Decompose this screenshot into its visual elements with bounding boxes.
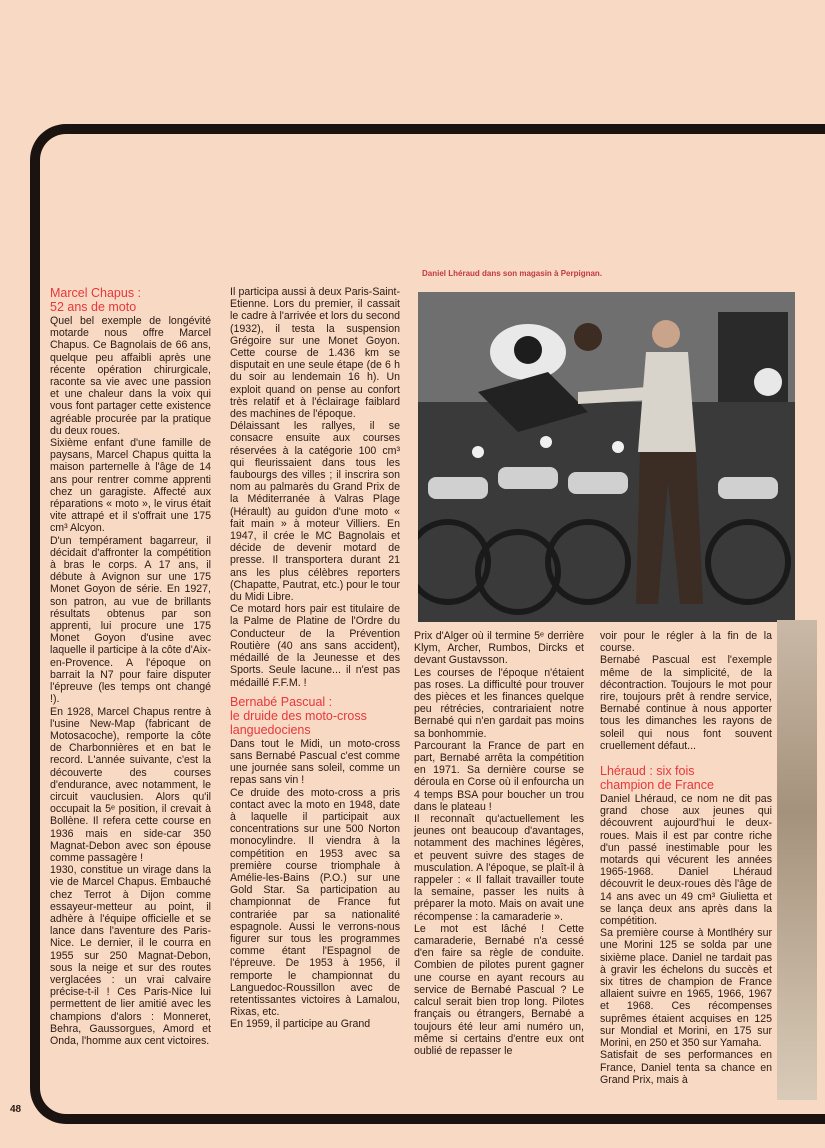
paragraph: Satisfait de ses performances en France, Daniel tenta sa chance en Grand Prix, mais à [600, 1049, 772, 1086]
paragraph: Délaissant les rallyes, il se consacre ensuite aux courses réservées à la catégorie 100 cm³ qui fleurissaient dans tous les faubourgs des villes ; il inscrira son nom au palmarès du Grand Prix de la Méditerranée à Valras Plage (Hérault) au guidon d'une moto « fait main » à moteur Villiers. En 1947, il crée le MC Bagnolais et décide de devenir motard de presse. Il transportera durant 21 ans les plus célèbres reporters (Chapatte, Pautrat, etc.) pour le tour du Midi Libre. [230, 420, 400, 604]
column-4 [600, 630, 772, 1086]
paragraph: En 1928, Marcel Chapus rentre à l'usine New-Map (fabricant de Motosacoche), remporte la côte de Charbonnières et en bat le record. L'année suivante, c'est la découverte des courses d'endurance, avec notamment, le circuit vauclusien. Alors qu'il occupait la 5ᵉ position, il crevait à Bollène. Il refera cette course en 1936 mais en side-car 350 Magnat-Debon avec son épouse comme passagère ! [50, 705, 211, 864]
paragraph: Le mot est lâché ! Cette camaraderie, Bernabé n'a cessé d'en faire sa règle de conduite. Combien de pilotes purent gagner une course en ayant recours au service de Bernabé Pascual ? Le calcul serait bien trop long. Pilotes français ou étrangers, Bernabé a toujours été leur ami numéro un, même si certains d'entre eux ont oublié de repasser le [414, 922, 584, 1057]
paragraph: Daniel Lhéraud, ce nom ne dit pas grand chose aux jeunes qui découvrent aujourd'hui le deux-roues. Mais il est par contre riche d'un passé inestimable pour les motards qui vécurent les années 1965-1968. Daniel Lhéraud découvrit le deux-roues dès l'âge de 14 ans avec un 49 cm³ Giulietta et se lança deux ans après dans la compétition. [600, 793, 772, 928]
heading-pascual: Bernabé Pascual : le druide des moto-cross languedociens [230, 694, 367, 737]
paragraph: 1930, constitue un virage dans la vie de Marcel Chapus. Embauché chez Terrot à Dijon comme essayeur-metteur au point, il adhère à l'équipe officielle et se lance dans l'aventure des Paris-Nice. Le dernier, il le courra en 1955 sur 250 Magnat-Debon, sous la neige et sur des routes verglacées : un vrai calvaire précise-t-il ! Ces Paris-Nice lui permettent de lier amitié avec les champions d'alors : Monneret, Behra, Gaussorgues, Amord et Onda, l'homme aux cent victoires. [50, 864, 211, 1047]
paragraph: Parcourant la France de part en part, Bernabé arrêta la compétition en 1971. Sa dernière course se déroula en Corse où il enfourcha un 4 temps BSA pour boucher un trou dans le plateau ! [414, 739, 584, 813]
paragraph: Ce motard hors pair est titulaire de la Palme de Platine de l'Ordre du Conducteur de la Prévention Routière (40 ans sans accident), médaillé de la Jeunesse et des Sports. Seule lacune... il n'est pas médaillé F.F.M. ! [230, 603, 400, 689]
paragraph: Prix d'Alger où il termine 5ᵉ derrière Klym, Archer, Rumbos, Dircks et devant Gustavsson. [414, 630, 584, 667]
column-1 [50, 286, 211, 1047]
photo-shop [418, 292, 795, 622]
paragraph: Bernabé Pascual est l'exemple même de la simplicité, de la décontraction. Toujours le mot pour rire, toujours prêt à rendre service, Bernabé continue à nous apporter tous les dimanches les rayons de soleil qui nous font souvent cruellement défaut... [600, 654, 772, 752]
paragraph: Les courses de l'époque n'étaient pas roses. La difficulté pour trouver des pièces et les finances quelque peu rétrécies, contrariaient notre Bernabé qui n'en gardait pas moins sa bonhommie. [414, 666, 584, 740]
column-3 [414, 630, 584, 1057]
paragraph: Sixième enfant d'une famille de paysans, Marcel Chapus quitta la maison parternelle à l'âge de 14 ans pour rentrer comme apprenti chez un garagiste. Affecté aux réparations « moto », le virus était vite attrapé et il s'offrait une 175 cm³ Alcyon. [50, 437, 211, 535]
paragraph: voir pour le régler à la fin de la course. [600, 630, 772, 655]
paragraph: Il participa aussi à deux Paris-Saint-Etienne. Lors du premier, il cassait le cadre à l'arrivée et lors du second (1932), il testa la suspension Grégoire sur une Monet Goyon. Cette course de 1.436 km se disputait en une seule étape (de 6 h du soir au lendemain 16 h). Un exploit quand on pense au confort très relatif et à l'éclairage faiblard des machines de l'époque. [230, 286, 400, 421]
page-number: 48 [10, 1104, 22, 1115]
paragraph: En 1959, il participe au Grand [230, 1018, 371, 1031]
paragraph: Ce druide des moto-cross a pris contact avec la moto en 1948, date à laquelle il participait aux concentrations sur une 500 Norton monocylindre. Il viendra à la compétition en 1953 avec sa première course triomphale à Amélie-les-Bains (P.O.) sur une Gold Star. Sa participation au championnat de France fut contrariée par sa nationalité espagnole. Aussi le verrons-nous figurer sur tous les programmes comme étant l'Espagnol de l'épreuve. De 1953 à 1956, il remporte le championnat du Languedoc-Roussillon avec de retentissantes victoires à Lamalou, Rixas, etc. [230, 786, 400, 1019]
heading-chapus: Marcel Chapus : 52 ans de moto [50, 286, 142, 314]
column-2 [230, 286, 400, 1031]
paragraph: Il reconnaît qu'actuellement les jeunes ont beaucoup d'avantages, notamment des machines légères, et peuvent suivre des stages de musculation. A l'époque, se plaît-il à rappeler : « Il fallait travailler toute la semaine, passer les nuits à préparer la moto. Mais on avait une récompense : la camaraderie ». [414, 813, 584, 923]
paragraph: D'un tempérament bagarreur, il décidait d'affronter la compétition à bras le corps. A 17 ans, il débute à Avignon sur une 175 Monet Goyon de série. En 1927, son patron, au vue de brillants résultats obtenus par son apprenti, lui procure une 175 Monet Goyon d'usine avec laquelle il participe à la côte d'Aix-en-Provence. A l'époque on barrait la N7 pour faire disputer l'épreuve (les temps ont changé !). [50, 534, 211, 706]
heading-lheraud: Lhéraud : six fois champion de France [600, 764, 714, 793]
paragraph: Quel bel exemple de longévité motarde nous offre Marcel Chapus. Ce Bagnolais de 66 ans, quelque peu affaibli après une récente opération chirurgicale, raconte sa vie avec une passion et une chaleur dans la voix qui vous font partager cette existence agréable procurée par la pratique du deux roues. [50, 315, 211, 437]
paragraph: Dans tout le Midi, un moto-cross sans Bernabé Pascual c'est comme une journée sans soleil, comme un repas sans vin ! [230, 737, 400, 787]
photo-illustration [418, 292, 795, 622]
photo-edge [777, 620, 817, 1100]
photo-caption: Daniel Lhéraud dans son magasin à Perpignan. [422, 269, 603, 278]
paragraph: Sa première course à Montlhéry sur une Morini 125 se solda par une sixième place. Daniel ne tardait pas à gravir les échelons du succès et six titres de champion de France allaient suivre en 1965, 1966, 1967 et 1968. Ces récompenses suprêmes étaient acquises en 125 sur Mondial et Morini, en 175 sur Morini, en 250 et 350 sur Yamaha. [600, 927, 772, 1050]
